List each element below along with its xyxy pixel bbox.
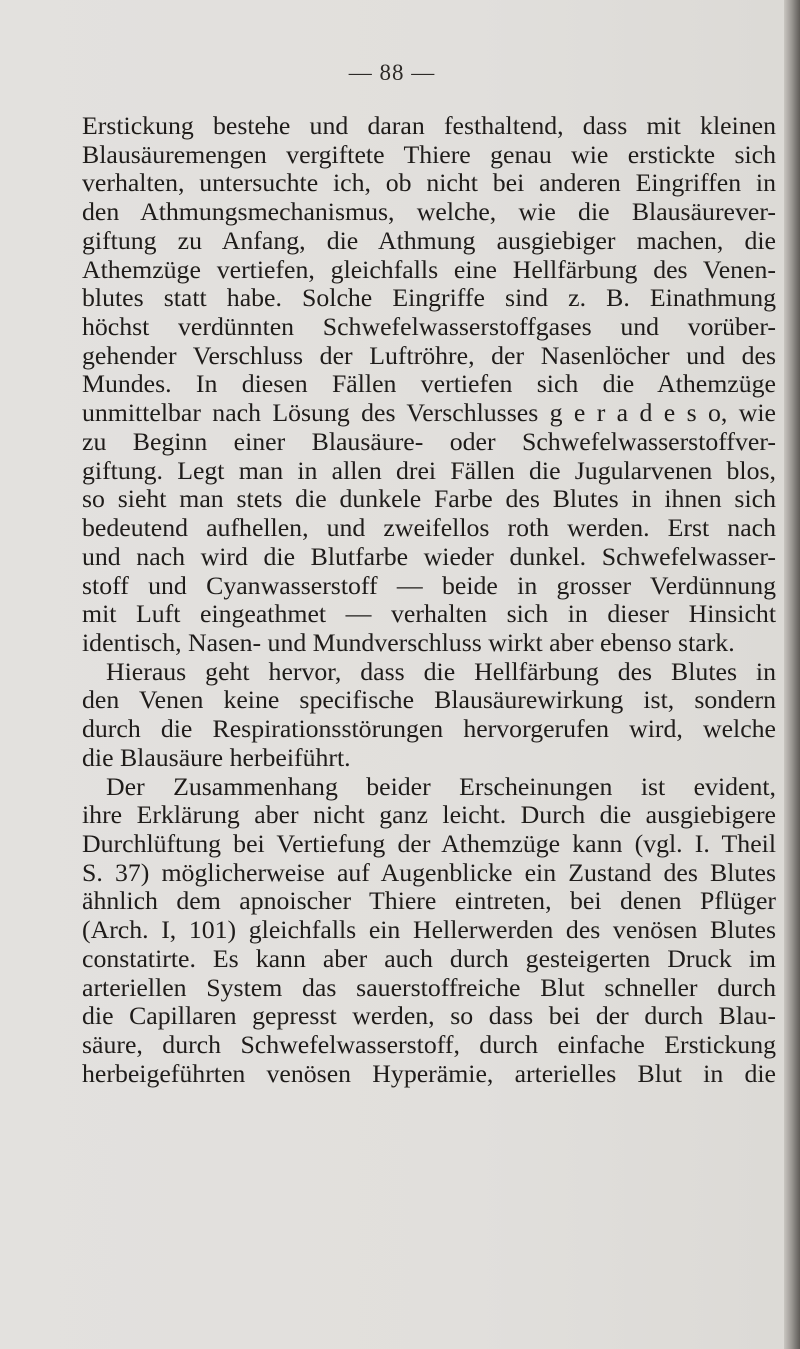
text-line: giftung zu Anfang, die Athmung ausgiebiger machen, die — [82, 226, 776, 255]
text-line: ähnlich dem apnoischer Thiere eintreten, bei denen Pflüger — [82, 887, 776, 916]
text-line: höchst verdünnten Schwefelwasserstoffgases und vorüber- — [82, 313, 776, 342]
text-line: Mundes. In diesen Fällen vertiefen sich die Athemzüge — [82, 370, 776, 399]
text-line: Hieraus geht hervor, dass die Hellfärbung des Blutes in — [106, 657, 776, 686]
text-line: herbeigeführten venösen Hyperämie, arterielles Blut in die — [82, 1059, 776, 1088]
text-line: den Athmungsmechanismus, welche, wie die Blausäurever- — [82, 198, 776, 227]
text-line: ihre Erklärung aber nicht ganz leicht. Durch die ausgiebigere — [82, 801, 776, 830]
text-line: blutes statt habe. Solche Eingriffe sind z. B. Einathmung — [82, 284, 776, 313]
text-line: Blausäuremengen vergiftete Thiere genau wie erstickte sich — [82, 140, 776, 169]
text-line: zu Beginn einer Blausäure- oder Schwefelwasserstoffver- — [82, 427, 776, 456]
text-line: stoff und Cyanwasserstoff — beide in grosser Verdünnung — [82, 571, 776, 600]
text-line: bedeutend aufhellen, und zweifellos roth werden. Erst nach — [82, 514, 776, 543]
page-number: — 88 — — [348, 60, 436, 85]
text-line: unmittelbar nach Lösung des Verschlusses g e r a d e s o, wie — [82, 399, 776, 428]
text-line: mit Luft eingeathmet — verhalten sich in dieser Hinsicht — [82, 600, 776, 629]
text-line: so sieht man stets die dunkele Farbe des Blutes in ihnen sich — [82, 485, 776, 514]
text-line: gehender Verschluss der Luftröhre, der Nasenlöcher und des — [82, 341, 776, 370]
text-line: säure, durch Schwefelwasserstoff, durch einfache Erstickung — [82, 1031, 776, 1059]
text-line: Erstickung bestehe und daran festhaltend, dass mit kleinen — [82, 112, 776, 140]
text-line: arteriellen System das sauerstoffreiche Blut schneller durch — [82, 973, 776, 1002]
text-line: die Capillaren gepresst werden, so dass bei der durch Blau- — [82, 1002, 776, 1031]
body-text — [82, 112, 776, 1088]
text-line: Der Zusammenhang beider Erscheinungen ist evident, — [106, 772, 776, 801]
book-spine-edge — [784, 0, 800, 1349]
text-line: identisch, Nasen- und Mundverschluss wirkt aber ebenso stark. — [82, 628, 735, 657]
text-line: und nach wird die Blutfarbe wieder dunkel. Schwefelwasser- — [82, 542, 776, 571]
text-line: verhalten, untersuchte ich, ob nicht bei anderen Eingriffen in — [82, 169, 776, 198]
text-line: constatirte. Es kann aber auch durch gesteigerten Druck im — [82, 944, 776, 973]
text-line: giftung. Legt man in allen drei Fällen die Jugularvenen blos, — [82, 456, 776, 485]
text-line: S. 37) möglicherweise auf Augenblicke ein Zustand des Blutes — [82, 858, 776, 887]
text-line: Athemzüge vertiefen, gleichfalls eine Hellfärbung des Venen- — [82, 255, 776, 284]
text-line: (Arch. I, 101) gleichfalls ein Hellerwerden des venösen Blutes — [82, 916, 776, 945]
text-line: die Blausäure herbeiführt. — [82, 743, 351, 772]
text-line: durch die Respirationsstörungen hervorgerufen wird, welche — [82, 715, 776, 744]
text-line: den Venen keine specifische Blausäurewirkung ist, sondern — [82, 686, 776, 715]
text-line: Durchlüftung bei Vertiefung der Athemzüge kann (vgl. I. Theil — [82, 829, 776, 858]
